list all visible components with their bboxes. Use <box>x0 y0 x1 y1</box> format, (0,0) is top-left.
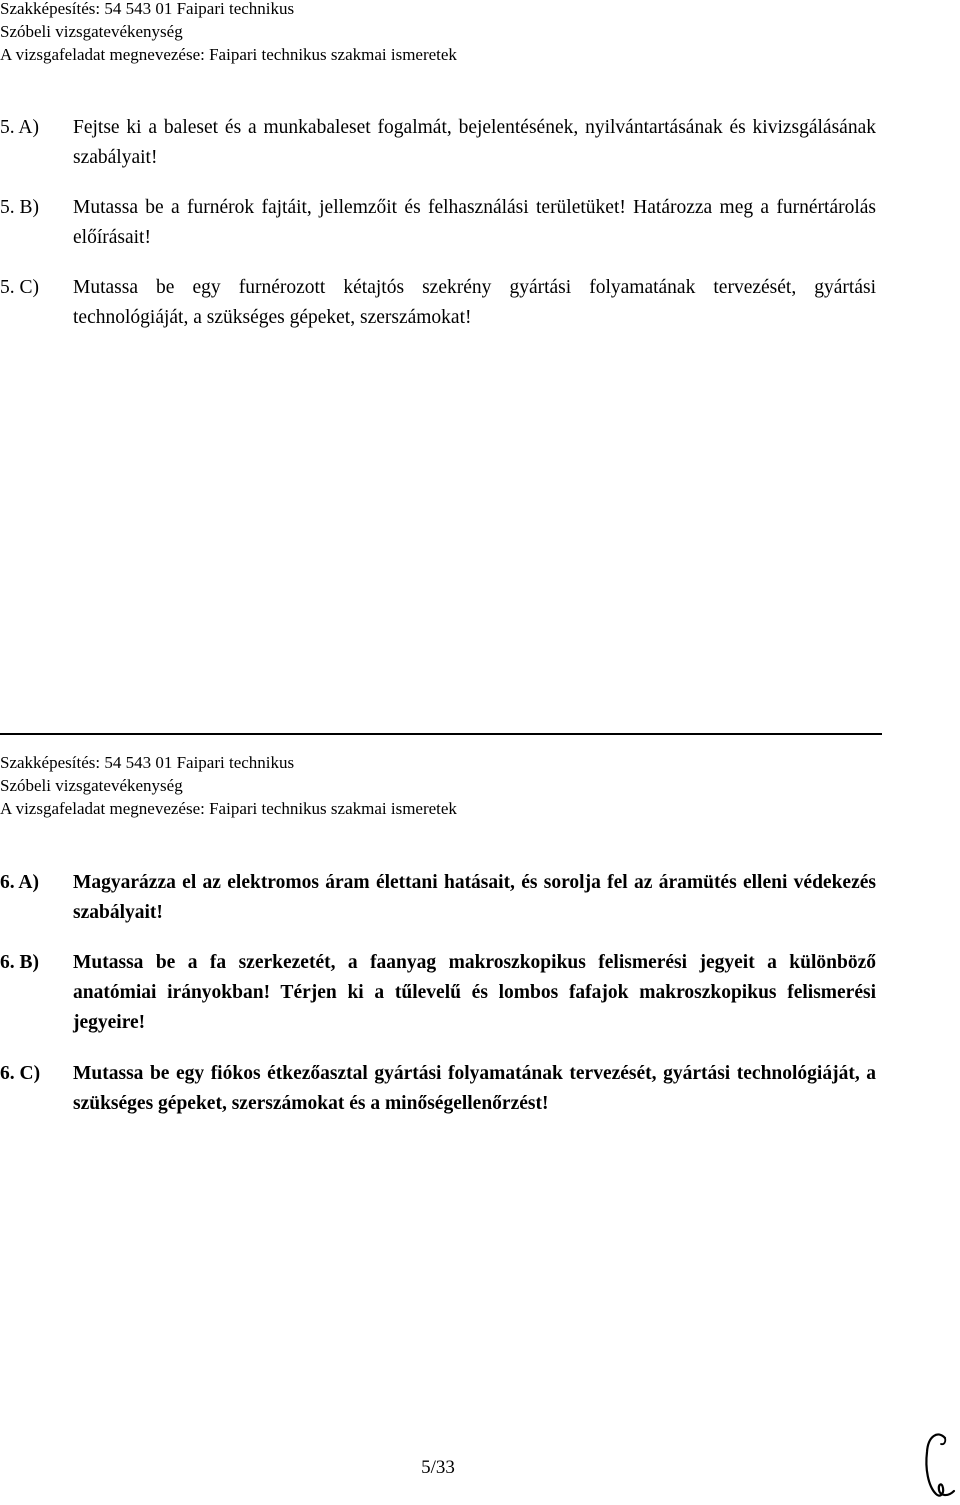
question-text: Mutassa be egy furnérozott kétajtós szekrény gyártási folyamatának tervezését, gyártási technológiáját, a szükséges gépeket, szerszámokat! <box>73 277 876 328</box>
question-5b <box>0 193 876 253</box>
question-label: 5. C) <box>0 277 39 298</box>
question-label: 6. B) <box>0 952 39 973</box>
question-text: Mutassa be egy fiókos étkezőasztal gyártási folyamatának tervezését, gyártási technológiáját, a szükséges gépeket, szerszámokat és a minőségellenőrzést! <box>73 1063 876 1114</box>
question-text: Mutassa be a fa szerkezetét, a faanyag makroszkopikus felismerési jegyeit a különböző anatómiai irányokban! Térjen ki a tűlevelű és lombos fafajok makroszkopikus felismerési jegyeire! <box>73 952 876 1033</box>
question-5c <box>0 273 876 333</box>
page-header-mid <box>0 751 457 820</box>
header-task-name: A vizsgafeladat megnevezése: Faipari technikus szakmai ismeretek <box>0 45 457 64</box>
question-text: Fejtse ki a baleset és a munkabaleset fogalmát, bejelentésének, nyilvántartásának és kivizsgálásának szabályait! <box>73 117 876 168</box>
question-6c <box>0 1059 876 1119</box>
page-divider <box>0 733 882 735</box>
page-number: 5/33 <box>421 1457 455 1478</box>
question-label: 6. C) <box>0 1063 41 1084</box>
question-label: 6. A) <box>0 872 39 893</box>
page-header-top <box>0 0 457 66</box>
question-6b <box>0 948 876 1038</box>
header-qualification: Szakképesítés: 54 543 01 Faipari technikus <box>0 0 295 18</box>
question-label: 5. A) <box>0 117 39 138</box>
header-qualification: Szakképesítés: 54 543 01 Faipari technikus <box>0 753 295 772</box>
question-5a <box>0 113 876 173</box>
handwritten-signature-icon <box>918 1428 958 1505</box>
header-exam-activity: Szóbeli vizsgatevékenység <box>0 22 183 41</box>
header-exam-activity: Szóbeli vizsgatevékenység <box>0 776 183 795</box>
question-6a <box>0 868 876 928</box>
question-text: Mutassa be a furnérok fajtáit, jellemzőit és felhasználási területüket! Határozza meg a furnértárolás előírásait! <box>73 197 876 248</box>
question-label: 5. B) <box>0 197 39 218</box>
question-text: Magyarázza el az elektromos áram élettani hatásait, és sorolja fel az áramütés elleni védekezés szabályait! <box>73 872 876 923</box>
header-task-name: A vizsgafeladat megnevezése: Faipari technikus szakmai ismeretek <box>0 799 457 818</box>
